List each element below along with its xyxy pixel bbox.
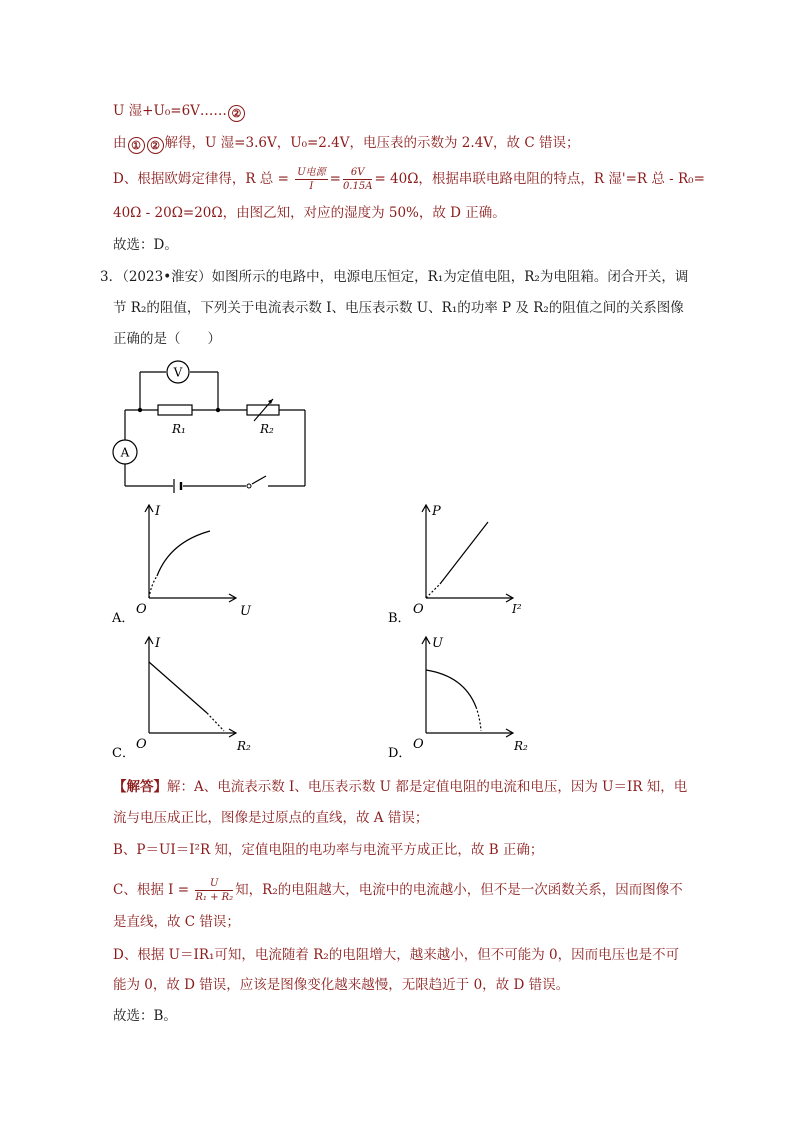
graph-c-origin: O bbox=[136, 737, 147, 752]
r1-label: R₁ bbox=[172, 422, 186, 436]
ammeter-label: A bbox=[120, 445, 130, 460]
question-line-1 bbox=[100, 267, 688, 287]
junction-dot-right bbox=[216, 408, 220, 412]
answer-line-8: 故选：B。 bbox=[113, 1008, 177, 1024]
graph-d-y-label: U bbox=[432, 636, 443, 651]
frac1-num: U电源 bbox=[297, 167, 326, 178]
graph-d-origin: O bbox=[413, 737, 424, 752]
prev-line-5: 故选：D。 bbox=[113, 237, 178, 253]
option-a-label[interactable]: A． bbox=[112, 611, 135, 626]
frac2-num: 6V bbox=[343, 166, 373, 180]
fraction-u-over-r1r2 bbox=[195, 877, 233, 904]
answer-line-5: 是直线，故 C 错误； bbox=[113, 914, 240, 930]
voltmeter-label: V bbox=[173, 365, 183, 380]
graph-c-y-label: I bbox=[155, 636, 161, 651]
answer-line-6: D、根据 U＝IR₁可知，电流随着 R₂的电阻增大，越来越小，但不可能为 0，因而电压也是不可 bbox=[113, 947, 680, 963]
graph-b-origin: O bbox=[413, 602, 424, 617]
prev-line-4: 40Ω - 20Ω=20Ω，由图乙知，对应的湿度为 50%，故 D 正确。 bbox=[113, 205, 506, 221]
question-line-3: 正确的是（ ） bbox=[113, 331, 221, 347]
junction-dot-left bbox=[138, 408, 142, 412]
prev-line-2-text: 解得，U 湿=3.6V，U₀=2.4V，电压表的示数为 2.4V，故 C 错误； bbox=[164, 135, 580, 151]
prev-line-1 bbox=[113, 101, 246, 122]
circuit-diagram bbox=[100, 355, 320, 495]
prev-line-1-text: U 湿+U₀=6V…… bbox=[113, 103, 227, 119]
option-d-label[interactable]: D． bbox=[388, 746, 412, 761]
prev-line-2-prefix: 由 bbox=[113, 135, 127, 151]
graph-d bbox=[402, 632, 542, 757]
answer-frac-den: R₁ + R₂ bbox=[195, 892, 234, 903]
answer-line-4-text: 知，R₂的电阻越大，电流中的电流越小，但不是一次函数关系，因而图像不 bbox=[235, 882, 683, 898]
question-line-2: 节 R₂的阻值，下列关于电流表示数 I、电压表示数 U、R₁的功率 P 及 R₂的阻值之间的关系图像 bbox=[113, 300, 684, 316]
graph-c-x-label: R₂ bbox=[237, 739, 251, 753]
graph-b bbox=[402, 500, 542, 620]
graph-a-x-label: U bbox=[240, 604, 251, 619]
graph-b-x-label: I² bbox=[512, 602, 522, 616]
prev-line-3-prefix: D、根据欧姆定律得，R 总 = bbox=[113, 171, 289, 187]
answer-line-1-text: 解：A、电流表示数 I、电压表示数 U 都是定值电阻的电流和电压，因为 U＝IR 知，电 bbox=[167, 779, 688, 795]
option-b-label[interactable]: B． bbox=[388, 611, 411, 626]
answer-tag: 【解答】 bbox=[113, 779, 167, 795]
answer-line-3: B、P＝UI＝I²R 知，定值电阻的电功率与电流平方成正比，故 B 正确； bbox=[113, 842, 544, 858]
r2-label: R₂ bbox=[260, 422, 274, 436]
frac1-den: I bbox=[309, 181, 314, 192]
answer-line-1 bbox=[113, 777, 687, 797]
question-number: 3． bbox=[100, 269, 123, 285]
graph-c bbox=[125, 632, 265, 757]
answer-line-4-prefix: C、根据 I = bbox=[113, 882, 190, 898]
fraction-6v-over-015a bbox=[343, 166, 373, 193]
frac2-den: 0.15A bbox=[342, 181, 373, 192]
graph-a-origin: O bbox=[136, 602, 147, 617]
answer-line-4 bbox=[113, 877, 683, 904]
question-text-1: （2023•淮安）如图所示的电路中，电源电压恒定，R₁为定值电阻，R₂为电阻箱。闭合开关，调 bbox=[122, 269, 689, 285]
graph-a-y-label: I bbox=[155, 504, 161, 519]
graph-b-y-label: P bbox=[432, 504, 441, 519]
answer-line-2: 流与电压成正比，图像是过原点的直线，故 A 错误； bbox=[113, 810, 429, 826]
circle-2-mark-b: ② bbox=[147, 137, 164, 154]
graph-d-x-label: R₂ bbox=[514, 739, 528, 753]
prev-line-3-text: = 40Ω，根据串联电路电阻的特点，R 湿'=R 总 - R₀= bbox=[374, 171, 705, 187]
resistor-r1-icon bbox=[158, 405, 192, 415]
answer-frac-num: U bbox=[195, 877, 233, 891]
graph-a bbox=[125, 500, 265, 620]
fraction-u-over-i bbox=[295, 166, 327, 193]
prev-line-3: D、根据欧姆定律得，R 总 = $\frac{\text{U电源}}{I}$ = $\frac{6V}{0.15A}$ = 40Ω，根据串联电路电阻的特点，R 湿'=R 总 - R₀= bbox=[113, 167, 705, 192]
option-c-label[interactable]: C． bbox=[112, 746, 135, 761]
answer-line-7: 能为 0，故 D 错误，应该是图像变化越来越慢，无限趋近于 0，故 D 错误。 bbox=[113, 977, 570, 993]
prev-line-2 bbox=[113, 133, 579, 154]
circle-1-mark: ① bbox=[128, 137, 145, 154]
circle-2-mark: ② bbox=[228, 105, 245, 122]
switch-contact-icon bbox=[247, 484, 251, 488]
